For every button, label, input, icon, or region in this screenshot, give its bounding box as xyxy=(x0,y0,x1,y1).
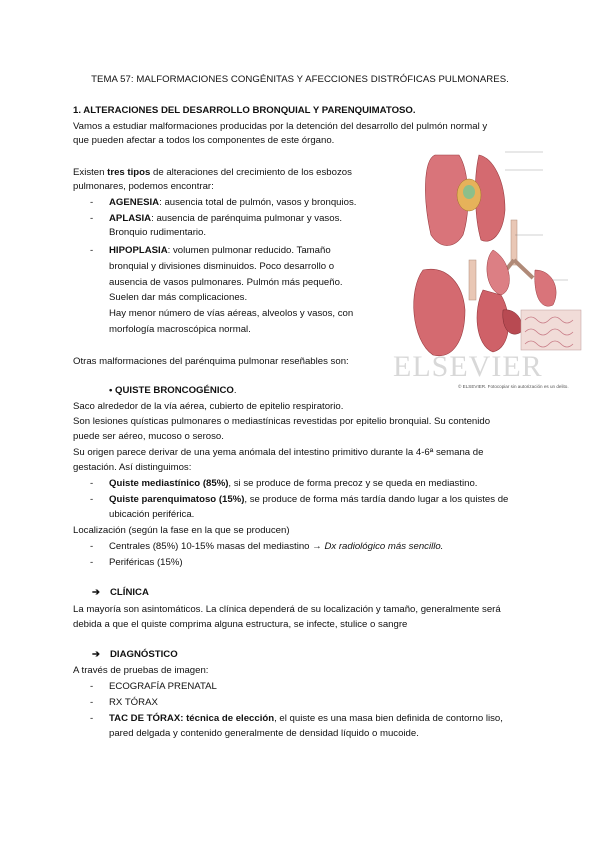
list-item: RX TÓRAX xyxy=(109,697,158,708)
lung-illustration xyxy=(393,140,588,390)
list-item-cont: Hay menor número de vías aéreas, alveolos y vasos, con xyxy=(109,308,354,319)
arrow-icon: ➔ xyxy=(92,649,101,660)
list-item xyxy=(109,712,503,726)
term: HIPOPLASIA xyxy=(109,245,168,256)
list-bullet: - xyxy=(90,697,94,708)
subsection-heading xyxy=(109,384,237,398)
definition: : ausencia de parénquima pulmonar y vasos. xyxy=(151,213,343,224)
paragraph-line: Su origen parece derivar de una yema anómala del intestino primitivo durante la 4-6ª semana de xyxy=(73,447,484,458)
list-item-cont: ausencia de vasos pulmonares. Pulmón más pequeño. xyxy=(109,277,343,288)
term: Quiste parenquimatoso (15%) xyxy=(109,494,245,505)
term: AGENESIA xyxy=(109,197,160,208)
list-item-cont: bronquial y divisiones disminuidos. Poco desarrollo o xyxy=(109,261,335,272)
list-bullet: - xyxy=(90,713,94,724)
list-item-cont: Suelen dar más complicaciones. xyxy=(109,292,248,303)
item-italic: Dx radiológico más sencillo. xyxy=(324,541,444,552)
list-bullet: - xyxy=(90,557,94,568)
subsection-heading: DIAGNÓSTICO xyxy=(110,649,178,660)
list-bullet: - xyxy=(90,494,94,505)
definition: , si se produce de forma precoz y se queda en mediastino. xyxy=(228,478,478,489)
paragraph-line: que pueden afectar a todos los componentes de este órgano. xyxy=(73,135,335,146)
subsection-heading: CLÍNICA xyxy=(110,587,149,598)
list-item-cont: morfología macroscópica normal. xyxy=(109,324,251,335)
text-run: de alteraciones del crecimiento de los esbozos xyxy=(150,167,352,178)
lung-drawing xyxy=(393,140,588,390)
vessel-shape xyxy=(463,185,475,199)
definition: , se produce de forma más tardía dando lugar a los quistes de xyxy=(244,494,509,505)
lower-trachea-shape xyxy=(469,260,476,300)
list-item xyxy=(109,493,508,507)
paragraph-line: Son lesiones quísticas pulmonares o mediastínicas revestidas por epitelio bronquial. Su contenido xyxy=(73,416,491,427)
item-text: Centrales (85%) 10-15% masas del mediastino → xyxy=(109,541,325,552)
list-bullet: - xyxy=(90,541,94,552)
list-bullet: - xyxy=(90,213,94,224)
paragraph-line: A través de pruebas de imagen: xyxy=(73,665,209,676)
list-item xyxy=(109,196,356,210)
list-item: Periféricas (15%) xyxy=(109,557,183,568)
definition: : volumen pulmonar reducido. Tamaño xyxy=(167,245,331,256)
heading-dot: . xyxy=(233,385,237,396)
section-heading: 1. ALTERACIONES DEL DESARROLLO BRONQUIAL Y PARENQUIMATOSO. xyxy=(73,105,416,116)
list-bullet: - xyxy=(90,681,94,692)
trachea-shape xyxy=(511,220,517,265)
list-bullet: - xyxy=(90,478,94,489)
definition: : ausencia total de pulmón, vasos y bronquios. xyxy=(159,197,357,208)
list-item xyxy=(109,477,477,491)
term: TAC DE TÓRAX: técnica de elección xyxy=(109,713,275,724)
figure-watermark: ELSEVIER xyxy=(393,350,543,383)
paragraph-line: gestación. Así distinguimos: xyxy=(73,462,192,473)
page-title: TEMA 57: MALFORMACIONES CONGÉNITAS Y AFECCIONES DISTRÓFICAS PULMONARES. xyxy=(91,74,509,85)
paragraph-line: puede ser aéreo, mucoso o seroso. xyxy=(73,431,224,442)
text-run: Existen xyxy=(73,167,108,178)
heading-text: • QUISTE BRONCOGÉNICO xyxy=(109,385,234,396)
arrow-icon: ➔ xyxy=(92,587,101,598)
paragraph-line: debida a que el quiste comprima alguna estructura, se infecte, stulice o sangre xyxy=(73,619,408,630)
list-item xyxy=(109,244,331,258)
list-item xyxy=(109,212,342,226)
paragraph-line: La mayoría son asintomáticos. La clínica dependerá de su localización y tamaño, generalmente será xyxy=(73,604,501,615)
paragraph-line: Vamos a estudiar malformaciones producidas por la detención del desarrollo del pulmón normal y xyxy=(73,121,488,132)
list-item xyxy=(109,540,443,554)
paragraph-line xyxy=(73,166,352,180)
list-bullet: - xyxy=(90,245,94,256)
paragraph-line: pulmonares, podemos encontrar: xyxy=(73,181,214,192)
definition: , el quiste es una masa bien definida de contorno liso, xyxy=(274,713,503,724)
list-bullet: - xyxy=(90,197,94,208)
list-item-cont: ubicación periférica. xyxy=(109,509,195,520)
paragraph-line: Localización (según la fase en la que se producen) xyxy=(73,525,290,536)
list-item-cont: pared delgada y contenido generalmente de densidad líquido o mucoide. xyxy=(109,728,419,739)
list-item-cont: Bronquio rudimentario. xyxy=(109,227,207,238)
emphasis: tres tipos xyxy=(107,167,151,178)
list-item: ECOGRAFÍA PRENATAL xyxy=(109,681,217,692)
figure-caption: © ELSEVIER. Fotocopiar sin autorización es un delito. xyxy=(458,384,569,389)
term: Quiste mediastínico (85%) xyxy=(109,478,229,489)
paragraph-line: Otras malformaciones del parénquima pulmonar reseñables son: xyxy=(73,356,349,367)
paragraph-line: Saco alrededor de la vía aérea, cubierto de epitelio respiratorio. xyxy=(73,401,344,412)
term: APLASIA xyxy=(109,213,152,224)
